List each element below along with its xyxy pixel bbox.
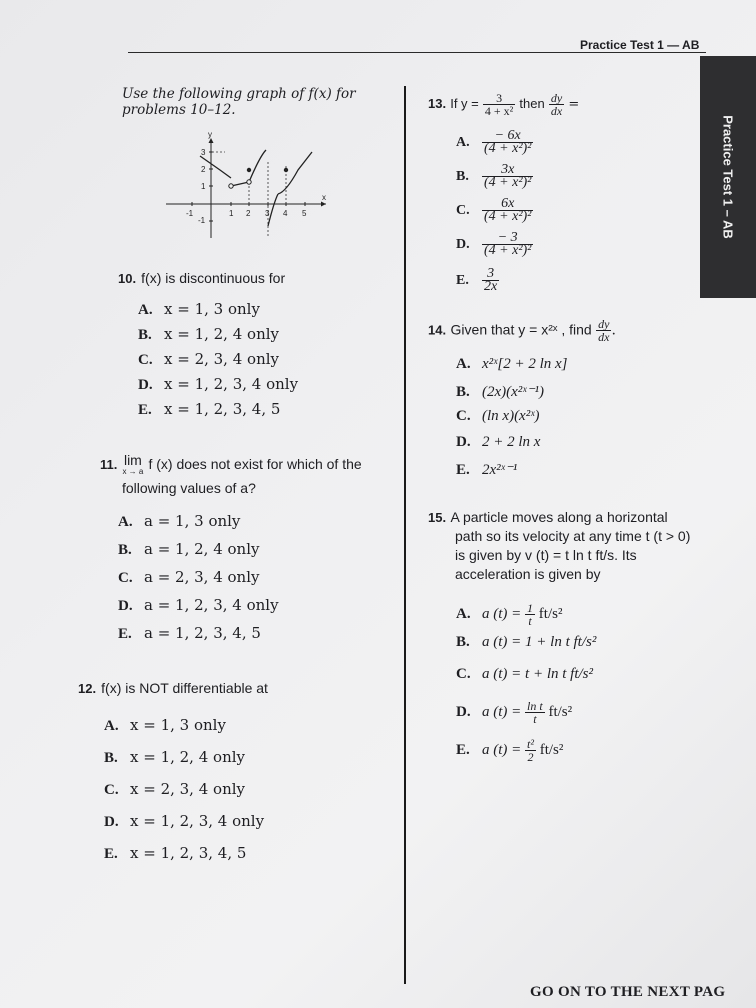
option-14b[interactable]: B. (2x)(x²ˣ⁻¹) [456, 384, 544, 400]
question-number: 13. [428, 96, 447, 111]
open-point-2 [247, 180, 251, 184]
x-tick-label: 5 [302, 209, 307, 218]
page-header: Practice Test 1 — AB [580, 38, 700, 52]
y-tick-label: 1 [201, 182, 206, 191]
x-tick-label: -1 [186, 209, 194, 218]
option-11c[interactable]: C. a = 2, 3, 4 only [118, 568, 260, 586]
curve [200, 150, 312, 226]
y-tick-label: -1 [198, 216, 206, 225]
x-axis-arrow [321, 202, 326, 207]
question-prompt-if: If y = [450, 96, 479, 111]
function-graph [160, 132, 330, 242]
question-fraction: $\frac{3}{\text{4 + x²}}$ [484, 91, 514, 118]
header-rule [128, 52, 706, 53]
option-10a[interactable]: A. x = 1, 3 only [138, 300, 260, 318]
option-14d[interactable]: D. 2 + 2 ln x [456, 434, 541, 450]
option-13d[interactable]: D. $\frac{- 3}{\text{(4 + x²)²}}$ [456, 230, 532, 258]
x-tick-label: 2 [246, 209, 251, 218]
option-10d[interactable]: D. x = 1, 2, 3, 4 only [138, 375, 299, 393]
open-point-1 [229, 184, 233, 188]
question-11 [100, 454, 400, 497]
y-tick-label: 2 [201, 165, 206, 174]
option-13c[interactable]: C. $\frac{6x}{\text{(4 + x²)²}}$ [456, 196, 532, 224]
option-10c[interactable]: C. x = 2, 3, 4 only [138, 350, 279, 368]
x-tick-label: 4 [283, 209, 288, 218]
option-13a[interactable]: A. $\frac{- 6x}{\text{(4 + x²)²}}$ [456, 128, 532, 156]
option-12e[interactable]: E. x = 1, 2, 3, 4, 5 [104, 844, 247, 862]
option-12a[interactable]: A. x = 1, 3 only [104, 716, 226, 734]
question-number: 15. [428, 510, 447, 525]
question-14 [428, 318, 616, 343]
option-11b[interactable]: B. a = 1, 2, 4 only [118, 540, 260, 558]
option-15d[interactable]: D. a (t) = $\frac{\text{ln t}}{t}$ ft/s² [456, 699, 573, 726]
option-13b[interactable]: B. $\frac{3x}{\text{(4 + x²)²}}$ [456, 162, 532, 190]
question-number: 11. [100, 457, 118, 472]
question-prompt: f (x) does not exist for which of the [148, 456, 362, 472]
dashed-guides [212, 152, 286, 236]
y-axis-label: y [208, 132, 212, 139]
question-number: 14. [428, 322, 447, 338]
question-15 [428, 508, 698, 584]
option-12b[interactable]: B. x = 1, 2, 4 only [104, 748, 245, 766]
footer-next-page: GO ON TO THE NEXT PAG [530, 984, 726, 1000]
question-prompt-line: path so its velocity at any time t (t > 0) [455, 528, 691, 544]
question-prompt: f(x) is NOT differentiable at [101, 680, 268, 696]
question-prompt-line: A particle moves along a horizontal [450, 509, 668, 525]
option-15b[interactable]: B. a (t) = 1 + ln t ft/s² [456, 634, 597, 650]
option-11d[interactable]: D. a = 1, 2, 3, 4 only [118, 596, 279, 614]
option-14a[interactable]: A. x²ˣ[2 + 2 ln x] [456, 356, 568, 372]
question-number: 12. [78, 681, 97, 696]
question-prompt: f(x) is discontinuous for [141, 270, 286, 286]
question-10 [118, 268, 285, 287]
solid-point-2 [247, 168, 251, 172]
option-13e[interactable]: E. $\frac{3}{2x}$ [456, 266, 498, 294]
x-axis-label: x [322, 193, 326, 202]
option-15e[interactable]: E. a (t) = $\frac{\text{t²}}{2}$ ft/s² [456, 737, 564, 764]
option-11a[interactable]: A. a = 1, 3 only [118, 512, 241, 530]
option-10b[interactable]: B. x = 1, 2, 4 only [138, 325, 279, 343]
derivative-symbol: $\frac{dy}{dx}$ [550, 91, 563, 118]
x-tick-label: 3 [265, 209, 270, 218]
side-tab-label: Practice Test 1 – AB [720, 115, 736, 239]
side-tab [700, 56, 756, 298]
limit-symbol: lim [123, 452, 142, 468]
question-13 [428, 92, 579, 117]
column-divider [404, 86, 406, 984]
limit-subscript: x → a [122, 467, 144, 476]
option-12c[interactable]: C. x = 2, 3, 4 only [104, 780, 245, 798]
option-14c[interactable]: C. (ln x)(x²ˣ) [456, 408, 540, 424]
question-prompt-line: acceleration is given by [455, 566, 601, 582]
solid-point-4 [284, 168, 288, 172]
option-11e[interactable]: E. a = 1, 2, 3, 4, 5 [118, 624, 261, 642]
question-prompt-cont: following values of a? [122, 480, 256, 496]
graph-intro: Use the following graph of f(x) for problems 10–12. [122, 86, 356, 118]
option-12d[interactable]: D. x = 1, 2, 3, 4 only [104, 812, 265, 830]
y-tick-label: 3 [201, 148, 206, 157]
option-14e[interactable]: E. 2x²ˣ⁻¹ [456, 462, 518, 478]
question-prompt-line: is given by v (t) = t ln t ft/s. Its [455, 547, 637, 563]
option-15a[interactable]: A. a (t) = $\frac{1}{t}$ ft/s² [456, 601, 563, 628]
question-12 [78, 678, 268, 697]
x-tick-label: 1 [229, 209, 234, 218]
period: . [611, 322, 616, 339]
option-10e[interactable]: E. x = 1, 2, 3, 4, 5 [138, 400, 281, 418]
question-number: 10. [118, 271, 137, 286]
question-prompt: Given that y = x²ˣ , find [450, 321, 592, 338]
option-15c[interactable]: C. a (t) = t + ln t ft/s² [456, 666, 593, 682]
equals-sign: = [568, 97, 580, 112]
question-prompt-then: then [519, 96, 545, 111]
derivative-symbol: $\frac{dy}{dx}$ [598, 317, 610, 344]
